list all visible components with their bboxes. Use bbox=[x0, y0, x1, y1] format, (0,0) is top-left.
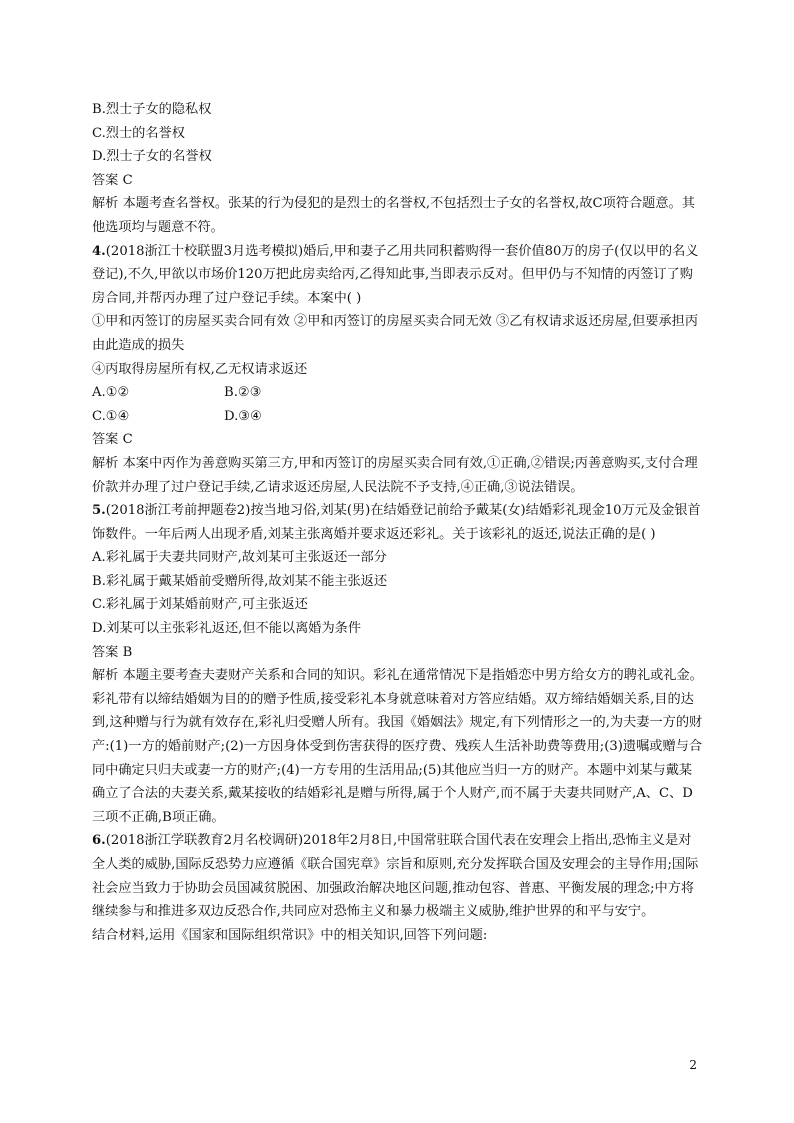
q4-options-row-2 bbox=[92, 405, 704, 429]
q3-option-b: B.烈士子女的隐私权 bbox=[92, 102, 212, 117]
q5-stem bbox=[92, 499, 704, 546]
q4-statements: ①甲和丙签订的房屋买卖合同有效 ②甲和丙签订的房屋买卖合同无效 ③乙有权请求返还房屋,但要承担丙由此造成的损失 bbox=[92, 314, 699, 353]
q3-analysis: 解析 本题考查名誉权。张某的行为侵犯的是烈士的名誉权,不包括烈士子女的名誉权,故C项符合题意。其他选项均与题意不符。 bbox=[92, 196, 695, 235]
q4-stem-text: (2018浙江十校联盟3月选考模拟)婚后,甲和妻子乙用共同积蓄购得一套价值80万的房子(仅以甲的名义登记),不久,甲欲以市场价120万把此房卖给丙,乙得知此事,当即表示反对。但甲仍与不知情的丙签订了购房合同,并帮丙办理了过户登记手续。本案中( ) bbox=[92, 243, 699, 306]
q4-option-c: C.①④ bbox=[92, 408, 130, 424]
q5-analysis: 解析 本题主要考查夫妻财产关系和合同的知识。彩礼在通常情况下是指婚恋中男方给女方的聘礼或礼金。彩礼带有以缔结婚姻为目的的赠予性质,接受彩礼本身就意味着对方答应结婚。双方缔结婚姻关系,目的达到,这种赠与行为就有效存在,彩礼归受赠人所有。我国《婚姻法》规定,有下列情形之一的,为夫妻一方的财产:(1)一方的婚前财产;(2)一方因身体受到伤害获得的医疗费、残疾人生活补助费等费用;(3)遗嘱或赠与合同中确定只归夫或妻一方的财产;(4)一方专用的生活用品;(5)其他应当归一方的财产。本题中刘某与戴某确立了合法的夫妻关系,戴某接收的结婚彩礼是赠与所得,属于个人财产,而不属于夫妻共同财产,A、C、D三项不正确,B项正确。 bbox=[92, 668, 703, 825]
q4-stem bbox=[92, 240, 704, 311]
q5-stem-text: (2018浙江考前押题卷2)按当地习俗,刘某(男)在结婚登记前给予戴某(女)结婚彩礼现金10万元及金银首饰数件。一年后两人出现矛盾,刘某主张离婚并要求返还彩礼。关于该彩礼的返还,说法正确的是( ) bbox=[92, 503, 701, 542]
q3-answer: 答案 C bbox=[92, 172, 133, 188]
q6-number: 6. bbox=[92, 833, 106, 849]
q4-option-a: A.①② bbox=[92, 385, 130, 401]
q4-answer: 答案 C bbox=[92, 432, 133, 448]
q4-option-d: D.③④ bbox=[224, 408, 262, 424]
q5-option-d: D.刘某可以主张彩礼返还,但不能以离婚为条件 bbox=[92, 621, 362, 637]
q6-stem-text: (2018浙江学联教育2月名校调研)2018年2月8日,中国常驻联合国代表在安理会上指出,恐怖主义是对全人类的威胁,国际反恐势力应遵循《联合国宪章》宗旨和原则,充分发挥联合国及安理会的主导作用;国际社会应当致力于协助会员国减贫脱困、加强政治解决地区问题,推动包容、普惠、平衡发展的理念;中方将继续参与和推进多双边反恐合作,共同应对恐怖主义和暴力极端主义威胁,维护世界的和平与安宁。 bbox=[92, 833, 699, 920]
q5-option-a: A.彩礼属于夫妻共同财产,故刘某可主张返还一部分 bbox=[92, 550, 387, 566]
q4-option-b: B.②③ bbox=[224, 385, 262, 401]
q5-answer: 答案 B bbox=[92, 644, 133, 660]
q4-statement-4: ④丙取得房屋所有权,乙无权请求返还 bbox=[92, 361, 308, 377]
q3-option-c: C.烈士的名誉权 bbox=[92, 125, 185, 141]
q6-stem bbox=[92, 829, 704, 923]
q4-analysis: 解析 本案中丙作为善意购买第三方,甲和丙签订的房屋买卖合同有效,①正确,②错误;丙善意购买,支付合理价款并办理了过户登记手续,乙请求返还房屋,人民法院不予支持,④正确,③说法错误。 bbox=[92, 455, 698, 495]
q4-number: 4. bbox=[92, 243, 106, 259]
page-number: 2 bbox=[689, 1058, 697, 1072]
q5-option-b: B.彩礼属于戴某婚前受赠所得,故刘某不能主张返还 bbox=[92, 573, 388, 589]
q6-prompt: 结合材料,运用《国家和国际组织常识》中的相关知识,回答下列问题: bbox=[92, 927, 488, 943]
q5-option-c: C.彩礼属于刘某婚前财产,可主张返还 bbox=[92, 597, 308, 613]
q3-option-d: D.烈士子女的名誉权 bbox=[92, 149, 212, 165]
document-body bbox=[92, 98, 704, 947]
q5-number: 5. bbox=[92, 503, 106, 519]
q4-options-row-1 bbox=[92, 381, 704, 405]
